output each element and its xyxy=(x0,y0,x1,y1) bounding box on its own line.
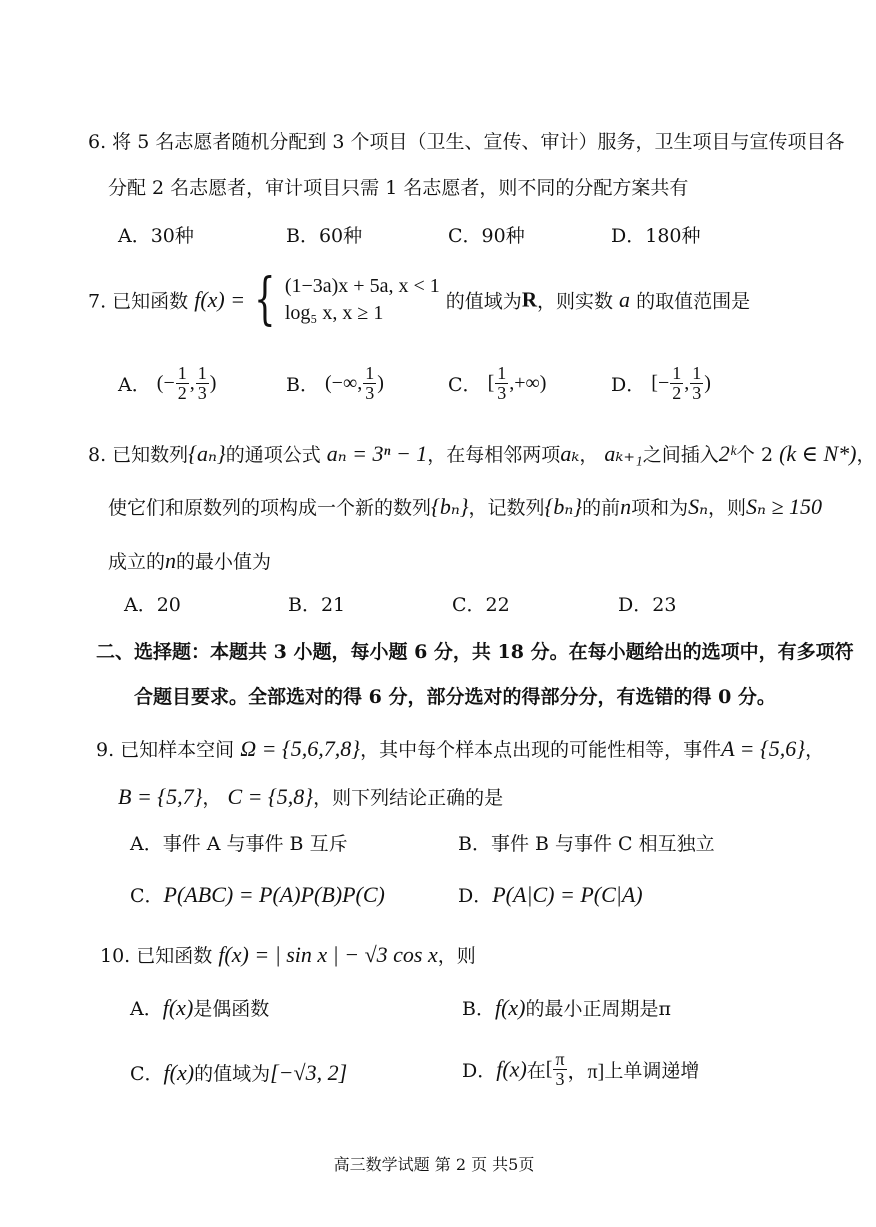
q8-term-ak: aₖ xyxy=(560,441,580,466)
q9-text: ，则下列结论正确的是 xyxy=(313,787,504,809)
q8-var-n: n xyxy=(165,548,177,573)
q10-fx: f(x) xyxy=(494,995,526,1020)
q7-case2: log₅ x, x ≥ 1 xyxy=(284,302,384,324)
q10-text: 10. 已知函数 xyxy=(100,945,213,967)
q6-option-d: D．180种 xyxy=(611,225,701,247)
q10-option-a-label: A． xyxy=(130,998,163,1020)
q8-power: 2ᵏ xyxy=(718,441,736,466)
q9-text: ，其中每个样本点出现的可能性相等，事件 xyxy=(360,739,722,761)
q9-option-d-label: D． xyxy=(458,885,493,907)
q7-option-c-label: C． xyxy=(448,373,482,396)
q8-text: 的最小值为 xyxy=(176,551,272,573)
q7-option-a-label: A． xyxy=(118,373,151,396)
q8-text: 个 2 xyxy=(735,444,774,466)
q10-line1 xyxy=(100,944,476,966)
q8-option-c: C．22 xyxy=(452,594,510,616)
q9-sample-space: Ω = {5,6,7,8} xyxy=(240,736,361,761)
q10-option-b-label: B． xyxy=(462,998,495,1020)
q10-option-d-text2: 上单调递增 xyxy=(604,1059,700,1082)
q7-option-d-label: D． xyxy=(611,373,646,396)
q8-text: ，则 xyxy=(708,497,747,519)
q7-option-b-label: B． xyxy=(286,373,319,396)
q8-text: 成立的 xyxy=(108,551,166,573)
q7-option-d: D． [− $\frac{1}{2}$ , $\frac{1}{3}$ ) xyxy=(611,363,711,403)
q9-line1 xyxy=(96,738,824,760)
q8-text: 项和为 xyxy=(631,497,689,519)
q10-fx: f(x) xyxy=(163,1060,195,1085)
q8-formula: aₙ = 3ⁿ − 1 xyxy=(326,441,428,466)
q8-line1 xyxy=(88,443,876,465)
q8-option-b: B．21 xyxy=(288,594,346,616)
q9-option-c xyxy=(130,884,385,906)
q6-line1: 6. 将 5 名志愿者随机分配到 3 个项目（卫生、宣传、审计）服务，卫生项目与宣传项目各 xyxy=(88,131,845,153)
q8-text: 的通项公式 xyxy=(225,444,321,466)
q6-option-c: C．90种 xyxy=(448,225,525,247)
section2-heading-line1: 二、选择题：本题共 3 小题，每小题 6 分，共 18 分。在每小题给出的选项中，有多项符 xyxy=(96,641,854,663)
q10-text: ，则 xyxy=(437,945,476,967)
q7-option-a: A． (− $\frac{1}{2}$ , $\frac{1}{3}$ ) xyxy=(118,363,217,403)
q9-option-c-formula: P(ABC) = P(A)P(B)P(C) xyxy=(163,882,385,907)
q8-option-a: A．20 xyxy=(124,594,181,616)
q9-event-c: C = {5,8} xyxy=(227,784,314,809)
q7-stem xyxy=(88,267,751,332)
q8-inequality: Sₙ ≥ 150 xyxy=(746,494,823,519)
q10-fx: f(x) xyxy=(162,995,194,1020)
section2-heading-line2: 合题目要求。全部选对的得 6 分，部分选对的得部分分，有选错的得 0 分。 xyxy=(134,686,776,708)
q6-line2: 分配 2 名志愿者，审计项目只需 1 名志愿者，则不同的分配方案共有 xyxy=(108,177,689,199)
q10-option-d-text: 在 xyxy=(526,1059,546,1082)
q8-line2 xyxy=(108,496,822,518)
q9-option-c-label: C． xyxy=(130,885,164,907)
q10-option-d-label: D． xyxy=(462,1059,497,1082)
q9-option-d xyxy=(458,884,643,906)
q7-suffix2: ，则实数 xyxy=(536,290,613,313)
q8-text: ， xyxy=(579,444,599,466)
q8-text: 8. 已知数列 xyxy=(88,444,189,466)
q9-event-b: B = {5,7} xyxy=(118,784,203,809)
q10-option-c-text: 的值域为 xyxy=(194,1063,271,1085)
q6-option-a: A．30种 xyxy=(118,225,194,247)
q8-text: 之间插入 xyxy=(642,444,719,466)
q7-real-set: R xyxy=(521,287,537,312)
q8-option-d: D．23 xyxy=(618,594,677,616)
left-brace-icon: { xyxy=(254,267,276,332)
q8-seq-a: {aₙ} xyxy=(188,441,226,466)
q10-fx: f(x) xyxy=(496,1056,527,1082)
q8-line3 xyxy=(108,550,271,572)
q8-term-ak1: aₖ₊₁ xyxy=(604,441,643,466)
q9-option-d-formula: P(A|C) = P(C|A) xyxy=(492,882,643,907)
q10-function: f(x) = | sin x | − √3 cos x xyxy=(218,942,438,967)
q8-text: 使它们和原数列的项构成一个新的数列 xyxy=(108,497,432,519)
q7-suffix3: 的取值范围是 xyxy=(636,290,751,313)
q7-option-c: C． [ $\frac{1}{3}$ ,+∞) xyxy=(448,363,547,403)
q9-text: ， xyxy=(805,739,825,761)
q9-event-a: A = {5,6} xyxy=(721,736,806,761)
q8-text: 的前 xyxy=(582,497,621,519)
q10-option-a xyxy=(130,997,269,1019)
q9-option-a: A．事件 A 与事件 B 互斥 xyxy=(130,833,348,855)
q8-text: ，在每相邻两项 xyxy=(427,444,561,466)
q8-text: ， xyxy=(856,444,876,466)
q7-prefix: 7. 已知函数 xyxy=(88,290,189,313)
q8-text: ，记数列 xyxy=(468,497,545,519)
q9-text: ， xyxy=(202,787,222,809)
q6-option-b: B．60种 xyxy=(286,225,363,247)
q10-option-d: D．f(x)在[ $\frac{\pi}{3}$ ，π]上单调递增 xyxy=(462,1049,700,1089)
q8-condition: (k ∈ N*) xyxy=(779,441,857,466)
q9-line2 xyxy=(118,786,503,808)
q7-case1: (1−3a)x + 5a, x < 1 xyxy=(284,275,440,297)
q10-option-b xyxy=(462,997,671,1019)
q7-suffix: 的值域为 xyxy=(445,290,522,313)
page-footer: 高三数学试题 第 2 页 共5页 xyxy=(333,1155,535,1174)
q7-piecewise xyxy=(285,273,440,327)
q10-option-c-label: C． xyxy=(130,1063,164,1085)
q8-var-n: n xyxy=(620,494,632,519)
q8-sum: Sₙ xyxy=(688,494,709,519)
q9-option-b: B．事件 B 与事件 C 相互独立 xyxy=(458,833,715,855)
q9-text: 9. 已知样本空间 xyxy=(96,739,235,761)
q7-option-b: B． (−∞, $\frac{1}{3}$ ) xyxy=(286,363,384,403)
q10-option-c xyxy=(130,1062,347,1084)
q7-var-a: a xyxy=(619,287,631,312)
q10-option-a-text: 是偶函数 xyxy=(193,998,270,1020)
q10-range: [−√3, 2] xyxy=(270,1060,348,1085)
q10-option-b-text: 的最小正周期是π xyxy=(525,998,671,1020)
q7-function: f(x) = xyxy=(194,287,246,312)
q8-seq-b: {bₙ} xyxy=(544,494,583,519)
q8-seq-b: {bₙ} xyxy=(431,494,469,519)
